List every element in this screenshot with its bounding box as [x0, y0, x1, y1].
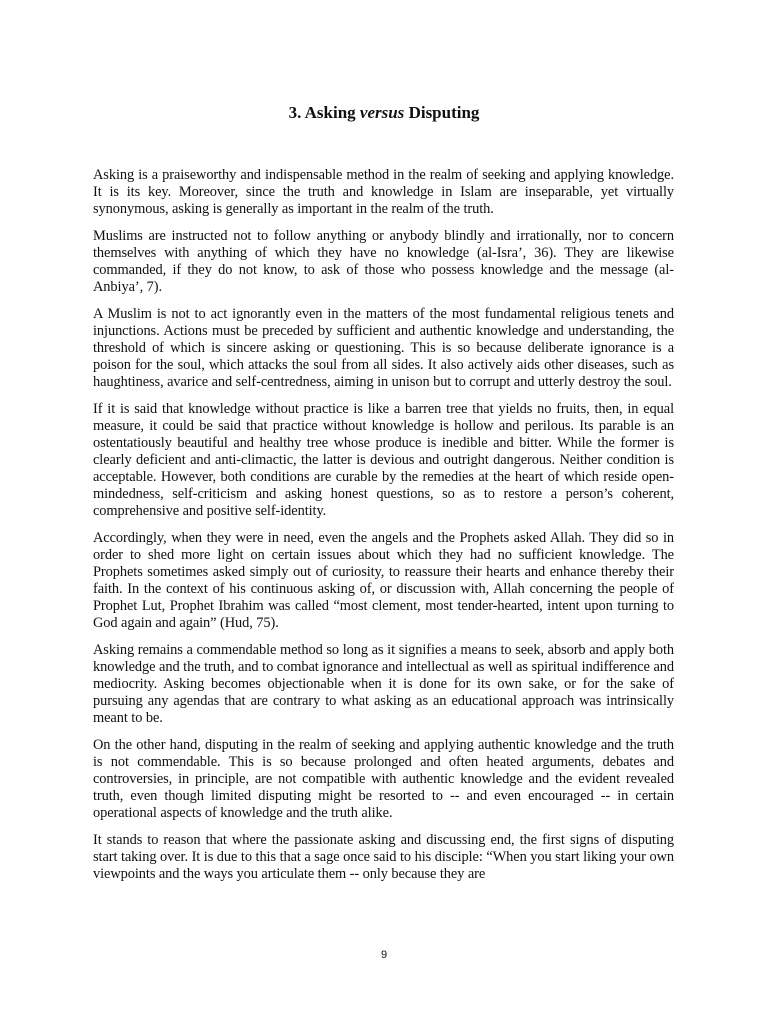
heading-word-versus: versus: [359, 103, 405, 122]
text-area: [0, 167, 768, 930]
paragraph-4: If it is said that knowledge without practice is like a barren tree that yields no fruits, then, in equal measure, it could be said that practice without knowledge is hollow and perilous. Its parable is an ostentatiously beautiful and healthy tree whose produce is inedible and bitter. While the former is clearly deficient and anti-climactic, the latter is devious and outright dangerous. Neither condition is acceptable. However, both conditions are curable by the remedies at the heart of which reside open-mindedness, self-criticism and asking honest questions, so as to restore a person’s coherent, comprehensive and positive self-identity.: [93, 401, 674, 519]
heading-number: 3.: [288, 103, 302, 122]
paragraph-7: On the other hand, disputing in the realm of seeking and applying authentic knowledge and the truth is not commendable. This is so because prolonged and often heated arguments, debates and controversies, in principle, are not compatible with authentic knowledge and the evident revealed truth, even though limited disputing might be resorted to -- and even encouraged -- in certain operational aspects of knowledge and the truth alike.: [93, 737, 674, 821]
paragraph-6: Asking remains a commendable method so long as it signifies a means to seek, absorb and apply both knowledge and the truth, and to combat ignorance and intellectual as well as spiritual indifference and mediocrity. Asking becomes objectionable when it is done for its own sake, or for the sake of pursuing any agendas that are contrary to what asking as an educational approach was intrinsically meant to be.: [93, 642, 674, 726]
paragraph-1: Asking is a praiseworthy and indispensable method in the realm of seeking and applying knowledge. It is its key. Moreover, since the truth and knowledge in Islam are inseparable, yet virtually synonymous, asking is generally as important in the realm of the truth.: [93, 167, 674, 217]
body-text: [93, 167, 674, 893]
paragraph-3: A Muslim is not to act ignorantly even in the matters of the most fundamental religious tenets and injunctions. Actions must be preceded by sufficient and authentic knowledge and understanding, the threshold of which is sincere asking or questioning. This is so because deliberate ignorance is a poison for the soul, which attacks the soul from all sides. It also actively aids other diseases, such as haughtiness, avarice and self-centredness, aiming in unison but to corrupt and utterly destroy the soul.: [93, 306, 674, 390]
heading-word-asking: Asking: [304, 103, 356, 122]
paragraph-2: Muslims are instructed not to follow anything or anybody blindly and irrationally, nor to concern themselves with anything of which they have no knowledge (al-Isra’, 36). They are likewise commanded, if they do not know, to ask of those who possess knowledge and the message (al-Anbiya’, 7).: [93, 228, 674, 295]
paragraph-8: It stands to reason that where the passionate asking and discussing end, the first signs of disputing start taking over. It is due to this that a sage once said to his disciple: “When you start liking your own viewpoints and the ways you articulate them -- only because they are: [93, 832, 674, 882]
page-number: 9: [380, 949, 388, 961]
paragraph-5: Accordingly, when they were in need, even the angels and the Prophets asked Allah. They did so in order to shed more light on certain issues about which they had no sufficient knowledge. The Prophets sometimes asked simply out of curiosity, to reassure their hearts and enhance thereby their faith. In the context of his continuous asking of, or discussion with, Allah concerning the people of Prophet Lut, Prophet Ibrahim was called “most clement, most tender-hearted, intent upon turning to God again and again” (Hud, 75).: [93, 530, 674, 631]
heading-word-disputing: Disputing: [408, 103, 480, 122]
section-heading: [0, 102, 768, 124]
